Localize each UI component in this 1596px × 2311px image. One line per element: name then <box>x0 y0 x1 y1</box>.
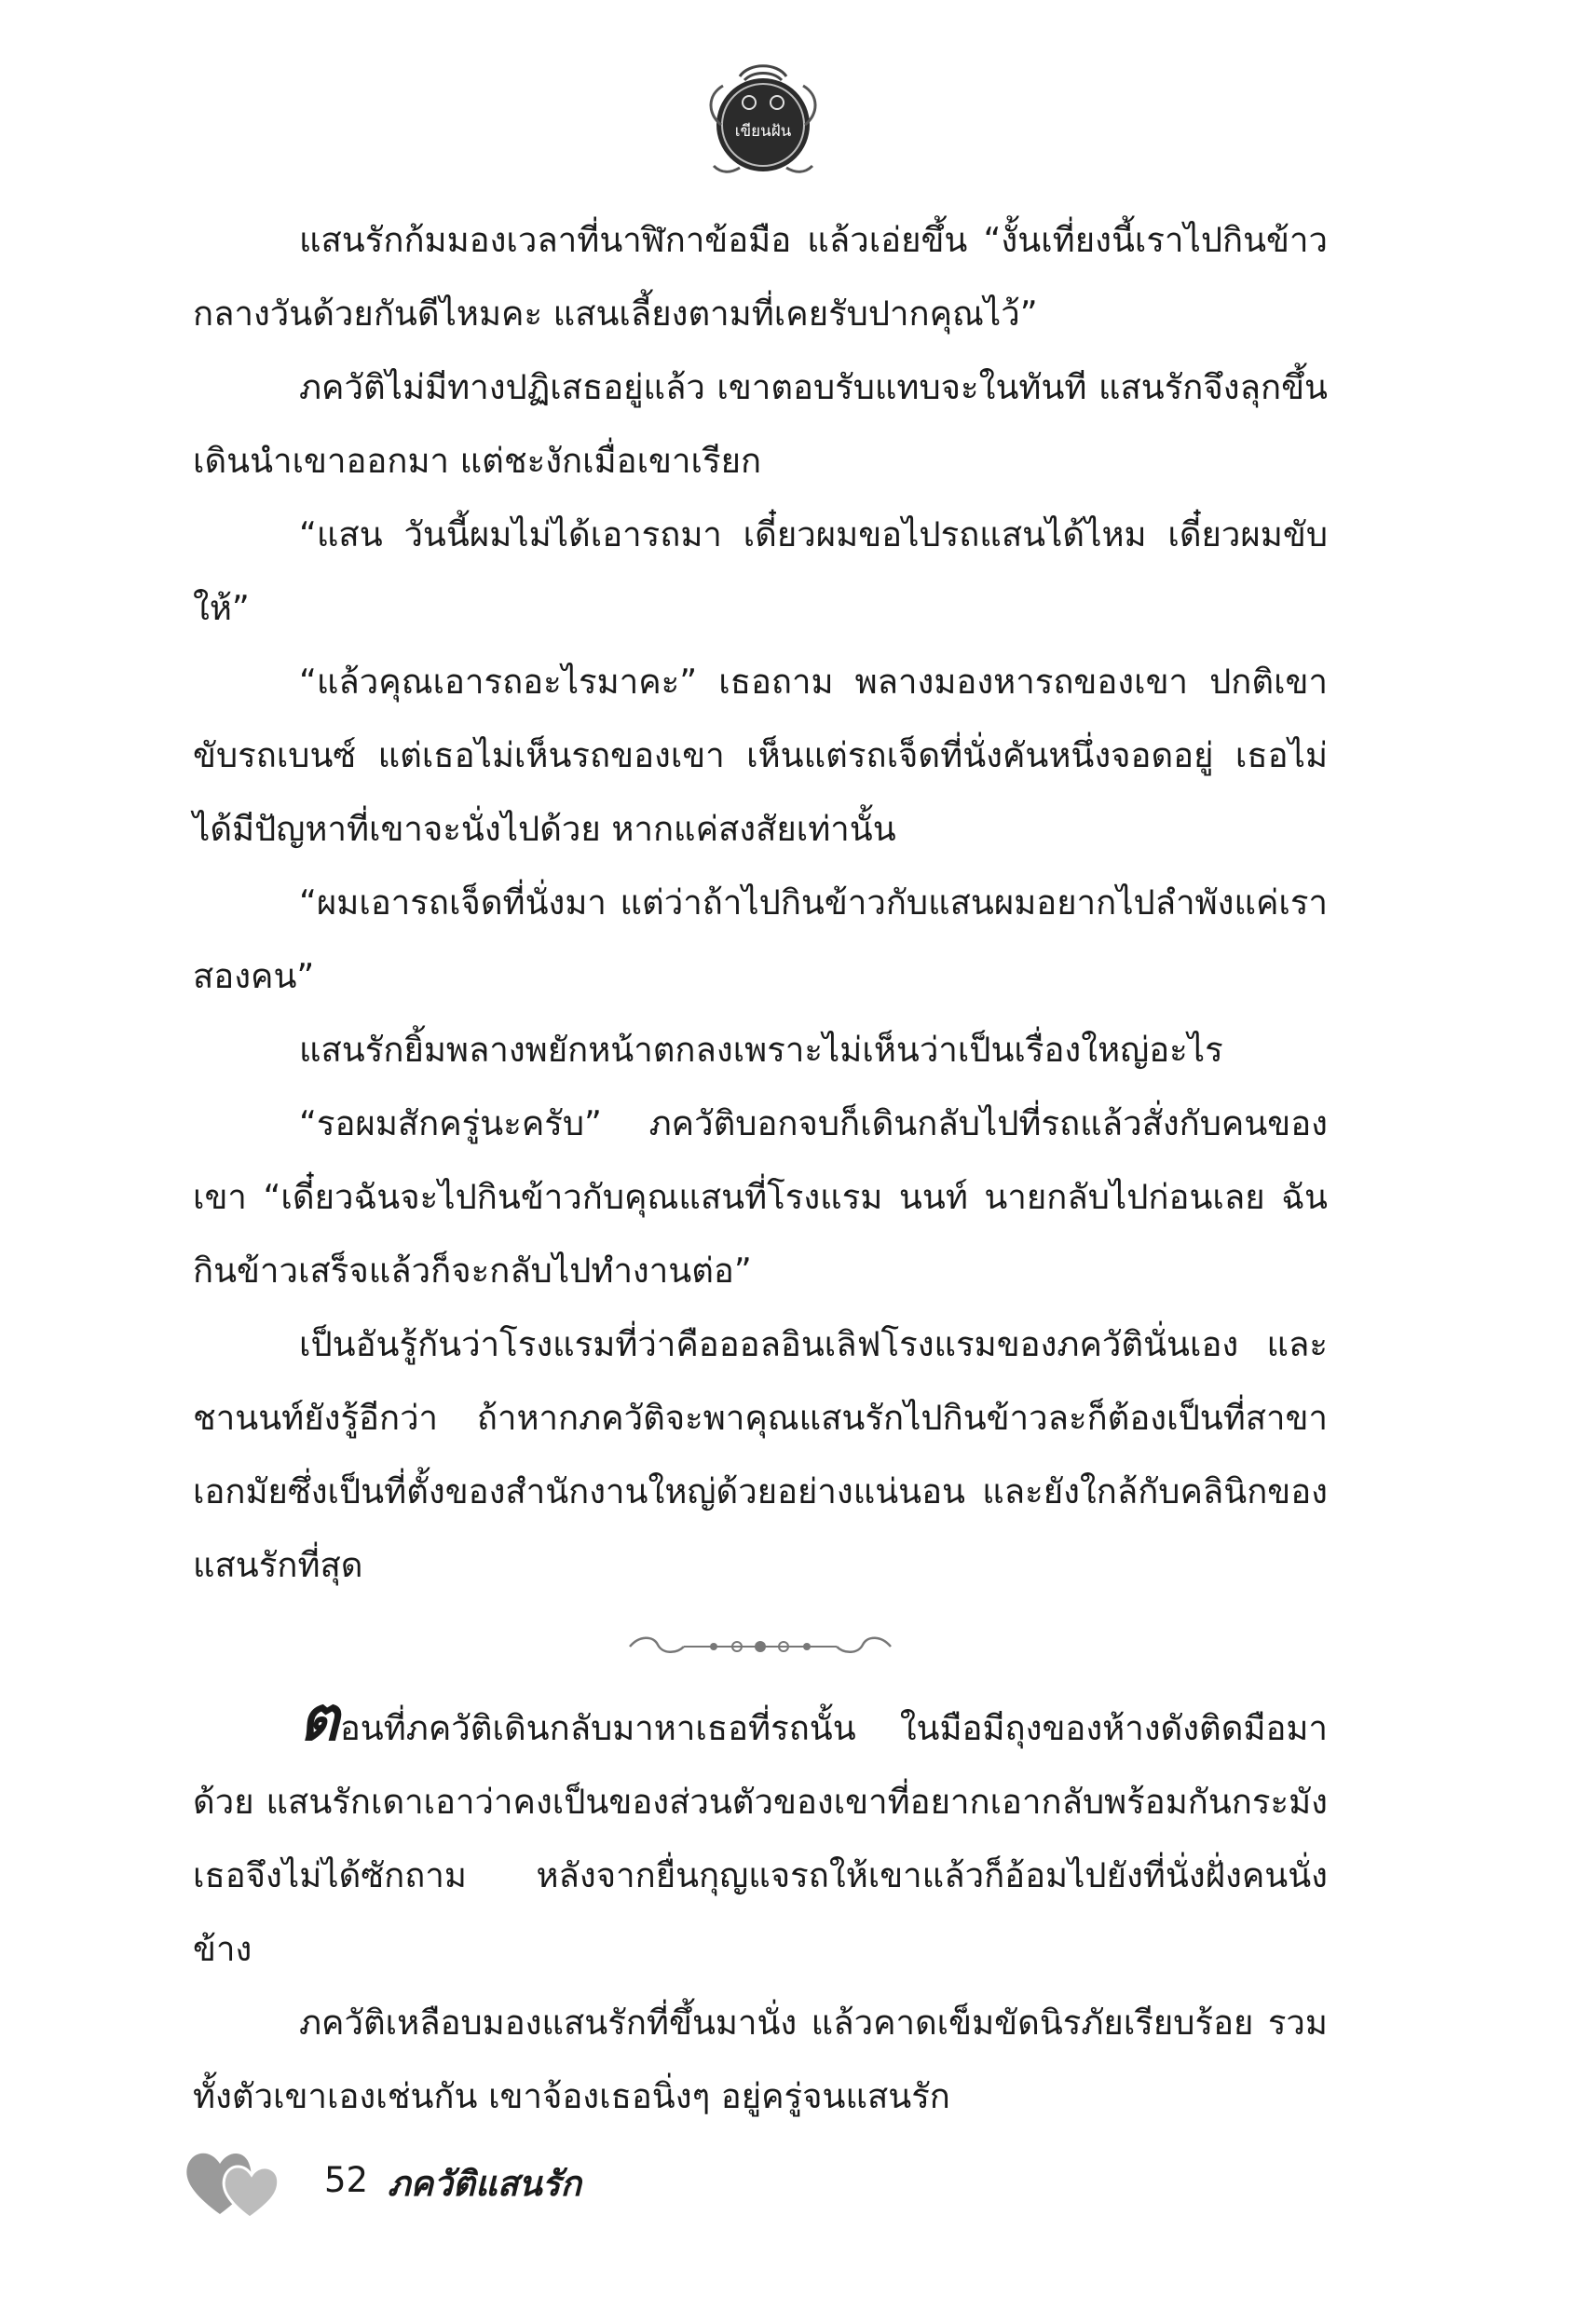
drop-cap: ต <box>299 1683 340 1755</box>
paragraph: เป็นอันรู้กันว่าโรงแรมที่ว่าคือออลอินเลิฟโรงแรมของภควัตินั่นเอง และชานนท์ยังรู้อีกว่า ถ้าหากภควัติจะพาคุณแสนรักไปกินข้าวละก็ต้องเป็นที่สาขาเอกมัยซึ่งเป็นที่ตั้งของสำนักงานใหญ่ด้วยอย่างแน่นอน และยังใกล้กับคลินิกของแสนรักที่สุด <box>193 1324 1328 1585</box>
running-title: ภควัติแสนรัก <box>388 2164 581 2204</box>
ornate-medallion-icon <box>703 58 824 179</box>
page-body <box>193 203 1328 2133</box>
page-number: 52 <box>324 2160 369 2200</box>
paragraph: “ผมเอารถเจ็ดที่นั่งมา แต่ว่าถ้าไปกินข้าวกับแสนผมอยากไปลำพังแค่เราสองคน” <box>193 882 1328 996</box>
paragraph: แสนรักก้มมองเวลาที่นาฬิกาข้อมือ แล้วเอ่ยขึ้น “งั้นเที่ยงนี้เราไปกินข้าวกลางวันด้วยกันดีไหมคะ แสนเลี้ยงตามที่เคยรับปากคุณไว้” <box>193 220 1328 334</box>
paragraph: แสนรักยิ้มพลางพยักหน้าตกลงเพราะไม่เห็นว่าเป็นเรื่องใหญ่อะไร <box>299 1030 1223 1070</box>
paragraph: ภควัติเหลือบมองแสนรักที่ขึ้นมานั่ง แล้วคาดเข็มขัดนิรภัยเรียบร้อย รวมทั้งตัวเขาเองเช่นกัน เขาจ้องเธอนิ่งๆ อยู่ครู่จนแสนรัก <box>193 2003 1328 2116</box>
paragraph: “รอผมสักครู่นะครับ” ภควัติบอกจบก็เดินกลับไปที่รถแล้วสั่งกับคนของเขา “เดี๋ยวฉันจะไปกินข้าวกับคุณแสนที่โรงแรม นนท์ นายกลับไปก่อนเลย ฉันกินข้าวเสร็จแล้วก็จะกลับไปทำงานต่อ” <box>193 1103 1328 1291</box>
paragraph: “แสน วันนี้ผมไม่ได้เอารถมา เดี๋ยวผมขอไปรถแสนได้ไหม เดี๋ยวผมขับให้” <box>193 514 1328 628</box>
paragraph: “แล้วคุณเอารถอะไรมาคะ” เธอถาม พลางมองหารถของเขา ปกติเขาขับรถเบนซ์ แต่เธอไม่เห็นรถของเขา เห็นแต่รถเจ็ดที่นั่งคันหนึ่งจอดอยู่ เธอไม่ได้มีปัญหาที่เขาจะนั่งไปด้วย หากแค่สงสัยเท่านั้น <box>193 662 1328 849</box>
logo-text: เขียนฝัน <box>734 122 792 141</box>
ornamental-divider-icon <box>621 1626 900 1663</box>
opening-text: อนที่ภควัติเดินกลับมาหาเธอที่รถนั้น ในมือมีถุงของห้างดังติดมือมาด้วย แสนรักเดาเอาว่าคงเป็นของส่วนตัวของเขาที่อยากเอากลับพร้อมกันกระมัง เธอจึงไม่ได้ซักถาม หลังจากยื่นกุญแจรถให้เขาแล้วก็อ้อมไปยังที่นั่งฝั่งคนนั่งข้าง <box>193 1708 1328 1969</box>
chapter-opening-paragraph <box>193 1683 1328 1986</box>
page-footer <box>183 2143 928 2222</box>
two-hearts-icon <box>183 2143 283 2222</box>
paragraph: ภควัติไม่มีทางปฏิเสธอยู่แล้ว เขาตอบรับแทบจะในทันที แสนรักจึงลุกขึ้นเดินนำเขาออกมา แต่ชะงักเมื่อเขาเรียก <box>193 367 1328 481</box>
